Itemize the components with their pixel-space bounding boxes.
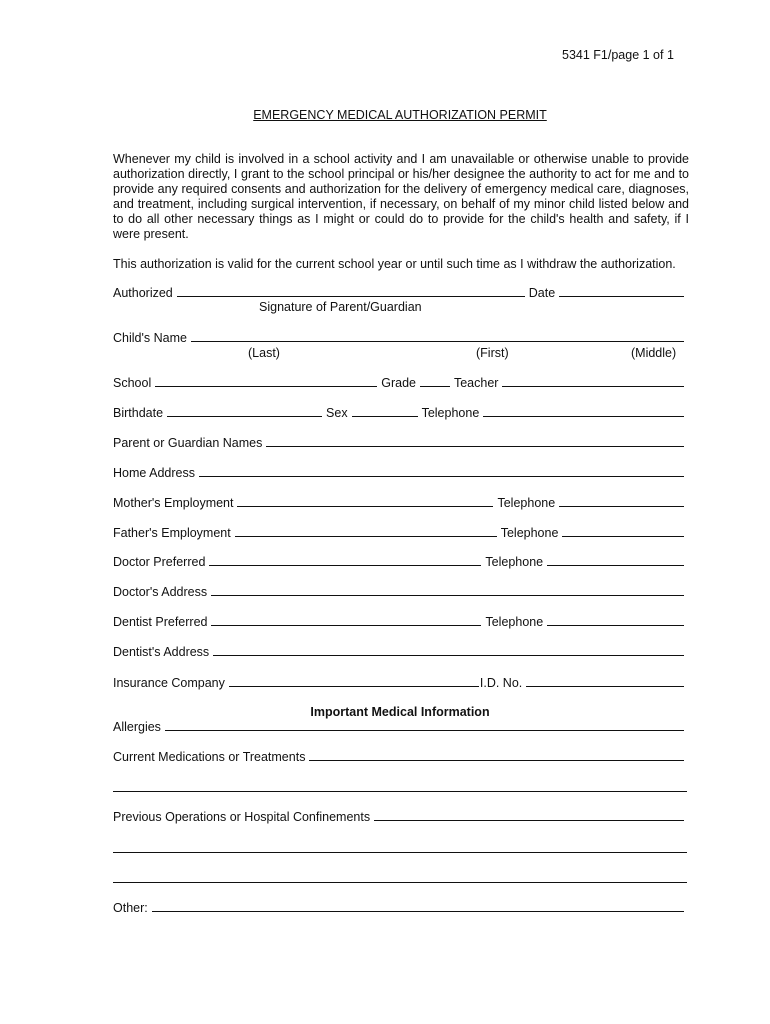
dentists-address-label: Dentist's Address: [113, 645, 210, 659]
home-address-field[interactable]: [199, 465, 684, 477]
current-medications-field[interactable]: [309, 749, 684, 761]
dentist-telephone-label: Telephone: [485, 615, 544, 629]
insurance-row: [113, 675, 688, 690]
grade-field[interactable]: [420, 375, 450, 387]
birthdate-label: Birthdate: [113, 406, 164, 420]
doctors-address-row: [113, 584, 688, 599]
home-address-row: [113, 465, 688, 480]
insurance-company-label: Insurance Company: [113, 676, 225, 690]
dentist-telephone-field[interactable]: [547, 614, 684, 626]
current-medications-row: [113, 749, 688, 764]
previous-operations-field[interactable]: [374, 809, 684, 821]
other-row: [113, 900, 688, 915]
fathers-telephone-field[interactable]: [562, 525, 684, 537]
doctor-telephone-label: Telephone: [485, 555, 544, 569]
parent-names-label: Parent or Guardian Names: [113, 436, 263, 450]
authorization-paragraph: Whenever my child is involved in a school activity and I am unavailable or otherwise unable to provide authorization directly, I grant to the school principal or his/her designee the authority to act for me and to provide any required consents and authorization for the delivery of emergency medical care, diagnoses, and treatment, including surgical intervention, if necessary, on behalf of my minor child listed below and to do all other necessary things as I might or could do to provide for the child's health and safety, if I were present.: [113, 152, 689, 241]
dentist-preferred-field[interactable]: [211, 614, 481, 626]
current-medications-extra-line[interactable]: [113, 791, 687, 792]
id-no-field[interactable]: [526, 675, 684, 687]
middle-caption: (Middle): [631, 346, 677, 360]
doctor-preferred-label: Doctor Preferred: [113, 555, 206, 569]
last-caption: (Last): [248, 346, 280, 360]
sex-label: Sex: [326, 406, 348, 420]
sex-field[interactable]: [352, 405, 418, 417]
important-medical-heading: Important Medical Information: [310, 705, 490, 719]
telephone-label: Telephone: [421, 406, 480, 420]
doctor-preferred-row: [113, 554, 688, 569]
parent-names-row: [113, 435, 688, 450]
allergies-label: Allergies: [113, 720, 161, 734]
validity-statement: This authorization is valid for the current school year or until such time as I withdraw the authorization.: [113, 257, 676, 271]
dentists-address-row: [113, 644, 688, 659]
doctors-address-label: Doctor's Address: [113, 585, 208, 599]
teacher-field[interactable]: [502, 375, 684, 387]
doctors-address-field[interactable]: [211, 584, 684, 596]
doctor-telephone-field[interactable]: [547, 554, 684, 566]
date-field[interactable]: [559, 285, 684, 297]
school-row: [113, 375, 688, 390]
childs-name-field[interactable]: [191, 330, 684, 342]
allergies-field[interactable]: [165, 719, 684, 731]
home-address-label: Home Address: [113, 466, 195, 480]
childs-name-label: Child's Name: [113, 331, 187, 345]
fathers-employment-label: Father's Employment: [113, 526, 231, 540]
allergies-row: [113, 719, 688, 734]
mothers-telephone-label: Telephone: [497, 496, 556, 510]
other-label: Other:: [113, 901, 148, 915]
fathers-telephone-label: Telephone: [500, 526, 559, 540]
authorized-row: [113, 285, 688, 300]
dentists-address-field[interactable]: [213, 644, 684, 656]
previous-operations-extra-line-1[interactable]: [113, 852, 687, 853]
previous-operations-label: Previous Operations or Hospital Confinements: [113, 810, 371, 824]
mothers-employment-label: Mother's Employment: [113, 496, 234, 510]
signature-caption: Signature of Parent/Guardian: [259, 300, 422, 314]
fathers-employment-field[interactable]: [235, 525, 497, 537]
insurance-company-field[interactable]: [229, 675, 479, 687]
date-label: Date: [528, 286, 556, 300]
school-field[interactable]: [155, 375, 377, 387]
id-no-label: I.D. No.: [479, 676, 523, 690]
school-label: School: [113, 376, 152, 390]
mothers-employment-field[interactable]: [237, 495, 493, 507]
mothers-employment-row: [113, 495, 688, 510]
previous-operations-extra-line-2[interactable]: [113, 882, 687, 883]
birthdate-field[interactable]: [167, 405, 322, 417]
authorized-label: Authorized: [113, 286, 173, 300]
other-field[interactable]: [152, 900, 684, 912]
signature-field[interactable]: [177, 285, 525, 297]
childs-name-row: [113, 330, 688, 345]
mothers-telephone-field[interactable]: [559, 495, 684, 507]
teacher-label: Teacher: [453, 376, 499, 390]
birthdate-row: [113, 405, 688, 420]
current-medications-label: Current Medications or Treatments: [113, 750, 306, 764]
form-code: 5341 F1/page 1 of 1: [562, 48, 674, 62]
dentist-preferred-row: [113, 614, 688, 629]
dentist-preferred-label: Dentist Preferred: [113, 615, 208, 629]
form-title: EMERGENCY MEDICAL AUTHORIZATION PERMIT: [253, 108, 547, 122]
doctor-preferred-field[interactable]: [209, 554, 481, 566]
fathers-employment-row: [113, 525, 688, 540]
telephone-field[interactable]: [483, 405, 684, 417]
first-caption: (First): [476, 346, 509, 360]
grade-label: Grade: [381, 376, 416, 390]
parent-names-field[interactable]: [266, 435, 684, 447]
previous-operations-row: [113, 809, 688, 824]
